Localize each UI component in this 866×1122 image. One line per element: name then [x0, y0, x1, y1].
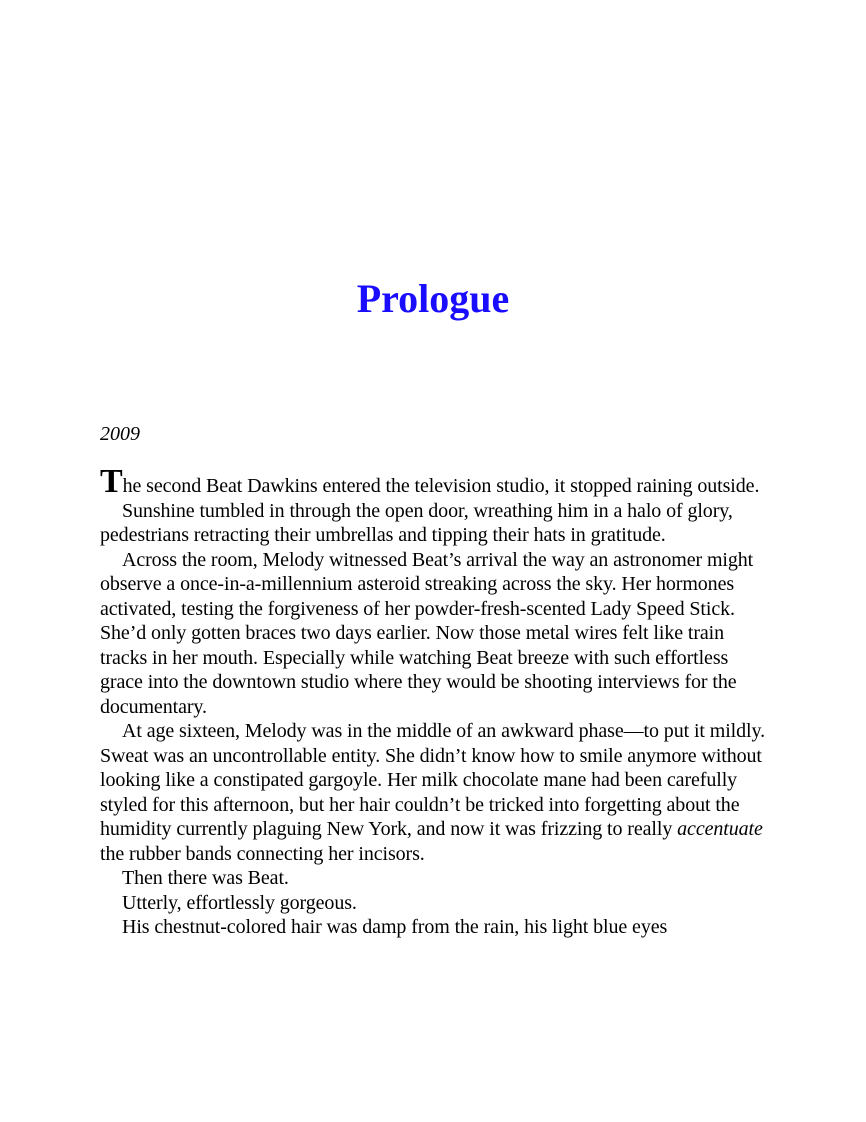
paragraph-6: Utterly, effortlessly gorgeous.	[122, 891, 357, 914]
drop-cap: T	[100, 463, 123, 500]
paragraph-7: His chestnut-colored hair was damp from the rain, his light blue eyes	[122, 916, 668, 938]
paragraph-1-text: he second Beat Dawkins entered the television studio, it stopped raining outside.	[122, 475, 760, 497]
paragraph-1	[100, 463, 775, 500]
chapter-body	[100, 463, 775, 940]
paragraph-4-text-end: the rubber bands connecting her incisors.	[100, 842, 425, 865]
paragraph-5: Then there was Beat.	[122, 867, 289, 889]
paragraph-2: Sunshine tumbled in through the open door, wreathing him in a halo of glory, pedestrians retracting their umbrellas and tipping their hats in gratitude.	[100, 499, 733, 546]
paragraph-3: Across the room, Melody witnessed Beat’s arrival the way an astronomer might observe a once-in-a-millennium asteroid streaking across the sky. Her hormones activated, testing the forgiveness of her powder-fresh-scented Lady Speed Stick. She’d only gotten braces two days earlier. Now those metal wires felt like train tracks in her mouth. Especially while watching Beat breeze with such effortless grace into the downtown studio where they would be shooting interviews for the documentary.	[100, 548, 754, 718]
paragraph-4	[100, 719, 775, 866]
paragraph-4-emphasis: accentuate	[677, 818, 763, 840]
chapter-year: 2009	[100, 423, 140, 445]
chapter-title: Prologue	[356, 276, 510, 321]
paragraph-4-text-start: At age sixteen, Melody was in the middle of an awkward phase—to put it mildly. Sweat was an uncontrollable entity. She didn’t know how to smile anymore without looking like a constipated gargoyle. Her milk chocolate mane had been carefully styled for this afternoon, but her hair couldn’t be tricked into forgetting about the humidity currently plaguing New York, and now it was frizzing to really	[100, 720, 765, 840]
